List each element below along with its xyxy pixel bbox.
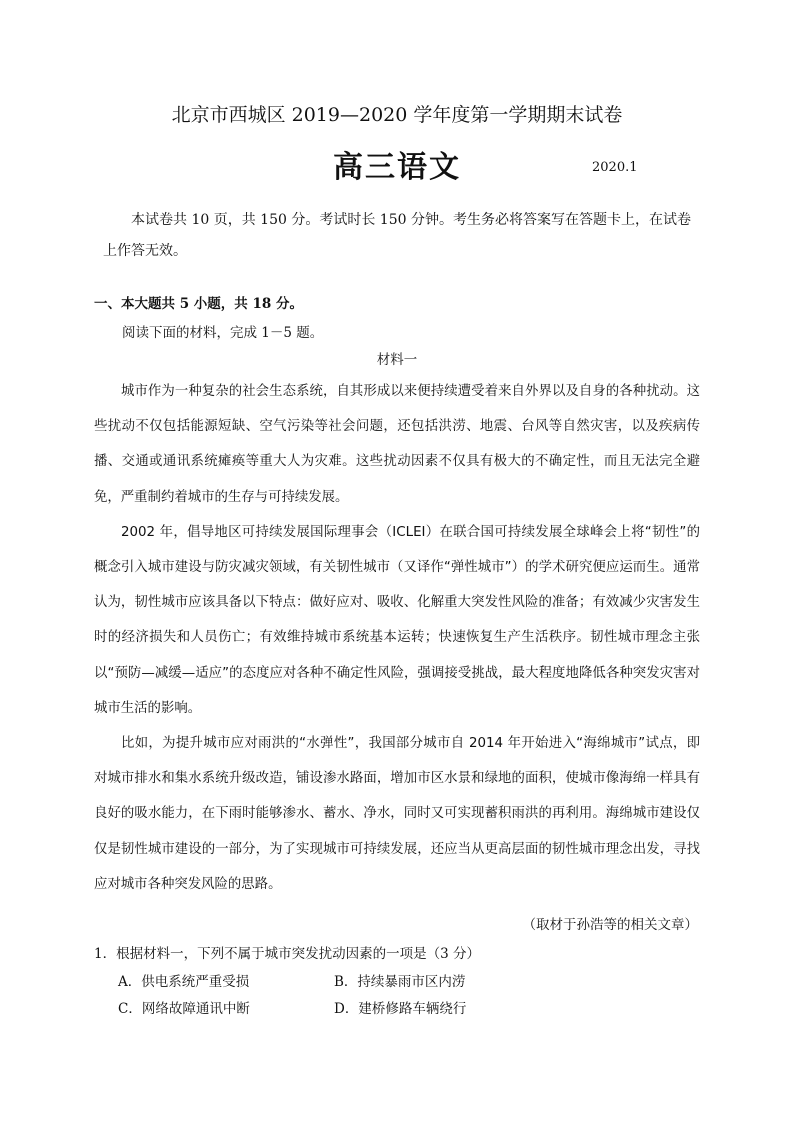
section-header: 一、本大题共 5 小题，共 18 分。 <box>94 296 303 312</box>
question-1-option-d: D．建桥修路车辆绕行 <box>334 1001 467 1017</box>
exam-instructions: 本试卷共 10 页，共 150 分。考试时长 150 分钟。考生务必将答案写在答题卡上，在试卷上作答无效。 <box>103 212 691 259</box>
reading-prompt: 阅读下面的材料，完成 1－5 题。 <box>122 325 324 341</box>
material-title: 材料一 <box>376 352 418 368</box>
question-1-option-b: B．持续暴雨市区内涝 <box>334 974 466 990</box>
question-1-option-a: A．供电系统严重受损 <box>118 974 250 990</box>
exam-title: 北京市西城区 2019—2020 学年度第一学期期末试卷 <box>171 104 623 126</box>
question-1-stem: 1．根据材料一，下列不属于城市突发扰动因素的一项是（3 分） <box>94 946 480 962</box>
article-source: （取材于孙浩等的相关文章） <box>522 917 698 933</box>
article-paragraph-2: 2002 年，倡导地区可持续发展国际理事会（ICLEI）在联合国可持续发展全球峰会上将“韧性”的概念引入城市建设与防灾减灾领域，有关韧性城市（又译作“弹性城市”）的学术研究便应运而生。通常认为，韧性城市应该具备以下特点：做好应对、吸收、化解重大突发性风险的准备；有效减少灾害发生时的经济损失和人员伤亡；有效维持城市系统基本运转；快速恢复生产生活秩序。韧性城市理念主张以“预防—减缓—适应”的态度应对各种不确定性风险，强调接受挑战，最大程度地降低各种突发灾害对城市生活的影响。 <box>94 524 700 716</box>
article-paragraph-1: 城市作为一种复杂的社会生态系统，自其形成以来便持续遭受着来自外界以及自身的各种扰动。这些扰动不仅包括能源短缺、空气污染等社会问题，还包括洪涝、地震、台风等自然灾害，以及疾病传播、交通或通讯系统瘫痪等重大人为灾难。这些扰动因素不仅具有极大的不确定性，而且无法完全避免，严重制约着城市的生存与可持续发展。 <box>94 384 700 505</box>
exam-date: 2020.1 <box>592 160 638 175</box>
subject-title: 高三语文 <box>333 150 461 185</box>
article-body <box>94 374 700 902</box>
article-paragraph-3: 比如，为提升城市应对雨洪的“水弹性”，我国部分城市自 2014 年开始进入“海绵城市”试点，即对城市排水和集水系统升级改造，铺设渗水路面，增加市区水景和绿地的面积，使城市像海绵一样具有良好的吸水能力，在下雨时能够渗水、蓄水、净水，同时又可实现蓄积雨洪的再利用。海绵城市建设仅仅是韧性城市建设的一部分，为了实现城市可持续发展，还应当从更高层面的韧性城市理念出发，寻找应对城市各种突发风险的思路。 <box>94 736 700 892</box>
question-1-option-c: C．网络故障通讯中断 <box>118 1001 250 1017</box>
